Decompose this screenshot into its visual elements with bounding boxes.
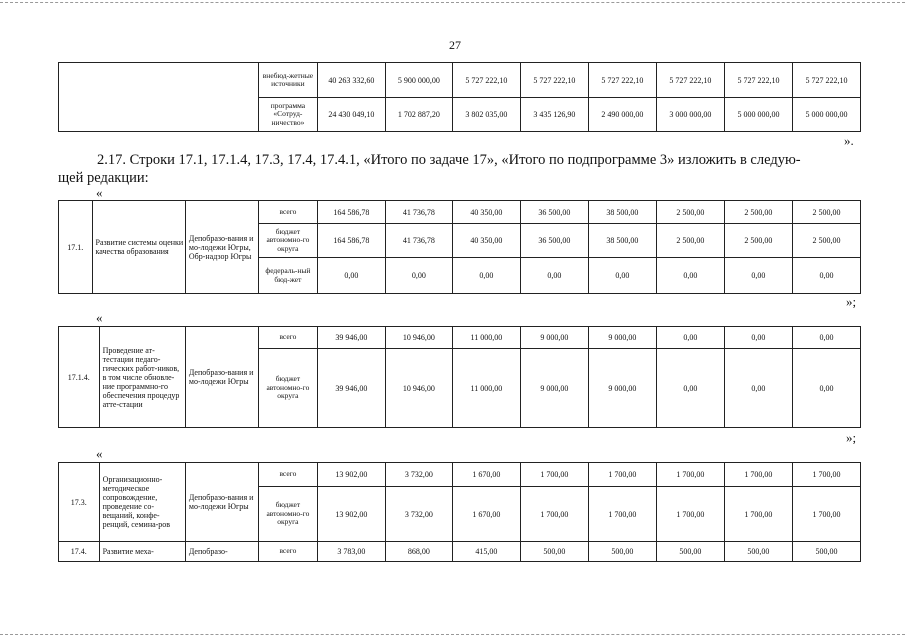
row-number: 17.3.	[59, 463, 100, 542]
value-cell: 5 727 222,10	[724, 63, 792, 98]
value-cell: 1 700,00	[520, 463, 588, 487]
source-cell: всего	[258, 201, 317, 224]
value-cell: 0,00	[724, 349, 792, 428]
value-cell: 0,00	[317, 258, 385, 294]
value-cell: 1 700,00	[520, 487, 588, 542]
value-cell: 5 727 222,10	[520, 63, 588, 98]
value-cell: 2 500,00	[724, 224, 792, 258]
value-cell: 2 500,00	[656, 201, 724, 224]
row-number: 17.4.	[59, 542, 100, 562]
value-cell: 3 802 035,00	[452, 98, 520, 132]
activity-name: Развитие системы оценки качества образования	[92, 201, 185, 294]
value-cell: 3 783,00	[317, 542, 385, 562]
closing-quote: »;	[846, 430, 857, 445]
page-number: 27	[449, 38, 461, 52]
value-cell: 0,00	[520, 258, 588, 294]
value-cell: 41 736,78	[385, 224, 452, 258]
value-cell: 38 500,00	[588, 201, 656, 224]
value-cell: 9 000,00	[520, 349, 588, 428]
source-cell: федераль-ный бюд-жет	[258, 258, 317, 294]
source-cell: программа «Сотруд-ничество»	[258, 98, 317, 132]
value-cell: 500,00	[792, 542, 860, 562]
value-cell: 0,00	[792, 327, 860, 349]
value-cell: 3 732,00	[385, 463, 452, 487]
value-cell: 1 670,00	[452, 463, 520, 487]
value-cell: 5 727 222,10	[452, 63, 520, 98]
value-cell: 24 430 049,10	[317, 98, 385, 132]
top-table	[58, 62, 861, 132]
value-cell: 0,00	[724, 327, 792, 349]
value-cell: 0,00	[385, 258, 452, 294]
value-cell: 5 727 222,10	[588, 63, 656, 98]
value-cell: 40 350,00	[452, 201, 520, 224]
table-row	[59, 63, 861, 98]
value-cell: 5 727 222,10	[656, 63, 724, 98]
executor-cell: Депобразо-вания и мо-лодежи Югры	[185, 327, 258, 428]
table-row	[59, 463, 861, 487]
value-cell: 2 500,00	[656, 224, 724, 258]
value-cell: 1 700,00	[724, 463, 792, 487]
source-cell: всего	[258, 542, 317, 562]
value-cell: 1 700,00	[724, 487, 792, 542]
value-cell: 11 000,00	[452, 349, 520, 428]
value-cell: 5 900 000,00	[385, 63, 452, 98]
value-cell: 0,00	[792, 258, 860, 294]
value-cell: 1 700,00	[792, 463, 860, 487]
value-cell: 11 000,00	[452, 327, 520, 349]
value-cell: 3 000 000,00	[656, 98, 724, 132]
table-row	[59, 201, 861, 224]
scan-edge-bottom	[0, 634, 905, 635]
value-cell: 36 500,00	[520, 201, 588, 224]
closing-quote: »;	[846, 294, 857, 309]
value-cell: 500,00	[520, 542, 588, 562]
activity-name: Организационно-методическое сопровождение, проведение со-вещаний, конфе-ренций, семина-ров	[99, 463, 185, 542]
value-cell: 9 000,00	[588, 349, 656, 428]
value-cell: 164 586,78	[317, 224, 385, 258]
value-cell: 5 000 000,00	[724, 98, 792, 132]
value-cell: 2 500,00	[792, 224, 860, 258]
table-row	[59, 542, 861, 562]
opening-quote: «	[96, 185, 103, 200]
scan-edge-top	[0, 2, 905, 3]
row-number: 17.1.4.	[59, 327, 100, 428]
value-cell: 0,00	[656, 327, 724, 349]
value-cell: 3 435 126,90	[520, 98, 588, 132]
value-cell: 1 700,00	[656, 487, 724, 542]
source-cell: бюджет автономно-го округа	[258, 224, 317, 258]
value-cell: 0,00	[656, 258, 724, 294]
amendment-paragraph	[58, 151, 861, 187]
value-cell: 40 350,00	[452, 224, 520, 258]
value-cell: 1 700,00	[792, 487, 860, 542]
value-cell: 5 727 222,10	[792, 63, 860, 98]
value-cell: 5 000 000,00	[792, 98, 860, 132]
value-cell: 3 732,00	[385, 487, 452, 542]
opening-quote: «	[96, 310, 103, 325]
value-cell: 41 736,78	[385, 201, 452, 224]
value-cell: 13 902,00	[317, 463, 385, 487]
source-cell: бюджет автономно-го округа	[258, 349, 317, 428]
value-cell: 40 263 332,60	[317, 63, 385, 98]
activity-name: Проведение ат-тестации педаго-гических работ-ников, в том числе обновле-ние программно-го обеспечения процедур атте-стации	[99, 327, 185, 428]
value-cell: 164 586,78	[317, 201, 385, 224]
table-17-3	[58, 462, 861, 562]
value-cell: 39 946,00	[317, 349, 385, 428]
value-cell: 1 702 887,20	[385, 98, 452, 132]
executor-cell: Депобразо-вания и мо-лодежи Югры	[185, 463, 258, 542]
source-cell: всего	[258, 463, 317, 487]
value-cell: 0,00	[452, 258, 520, 294]
value-cell: 2 500,00	[792, 201, 860, 224]
source-cell: всего	[258, 327, 317, 349]
source-cell: бюджет автономно-го округа	[258, 487, 317, 542]
value-cell: 0,00	[724, 258, 792, 294]
source-cell: внебюд-жетные источники	[258, 63, 317, 98]
value-cell: 500,00	[656, 542, 724, 562]
opening-quote: «	[96, 446, 103, 461]
table-row	[59, 327, 861, 349]
value-cell: 2 490 000,00	[588, 98, 656, 132]
value-cell: 9 000,00	[588, 327, 656, 349]
paragraph-line: щей редакции:	[58, 170, 149, 186]
value-cell: 38 500,00	[588, 224, 656, 258]
closing-quote: ».	[844, 133, 854, 148]
value-cell: 0,00	[656, 349, 724, 428]
empty-cell	[59, 63, 259, 132]
value-cell: 39 946,00	[317, 327, 385, 349]
value-cell: 0,00	[588, 258, 656, 294]
table-17-1-4	[58, 326, 861, 428]
value-cell: 2 500,00	[724, 201, 792, 224]
value-cell: 1 700,00	[656, 463, 724, 487]
table-17-1	[58, 200, 861, 294]
value-cell: 13 902,00	[317, 487, 385, 542]
value-cell: 1 700,00	[588, 487, 656, 542]
value-cell: 1 700,00	[588, 463, 656, 487]
value-cell: 36 500,00	[520, 224, 588, 258]
activity-name: Развитие меха-	[99, 542, 185, 562]
value-cell: 10 946,00	[385, 327, 452, 349]
value-cell: 1 670,00	[452, 487, 520, 542]
value-cell: 500,00	[724, 542, 792, 562]
value-cell: 868,00	[385, 542, 452, 562]
paragraph-line: 2.17. Строки 17.1, 17.1.4, 17.3, 17.4, 17.4.1, «Итого по задаче 17», «Итого по подпрограмме 3» изложить в следую-	[97, 152, 801, 168]
value-cell: 10 946,00	[385, 349, 452, 428]
value-cell: 9 000,00	[520, 327, 588, 349]
value-cell: 415,00	[452, 542, 520, 562]
executor-cell: Депобразо-вания и мо-лодежи Югры, Обр-надзор Югры	[185, 201, 258, 294]
row-number: 17.1.	[59, 201, 93, 294]
executor-cell: Депобразо-	[185, 542, 258, 562]
value-cell: 0,00	[792, 349, 860, 428]
value-cell: 500,00	[588, 542, 656, 562]
